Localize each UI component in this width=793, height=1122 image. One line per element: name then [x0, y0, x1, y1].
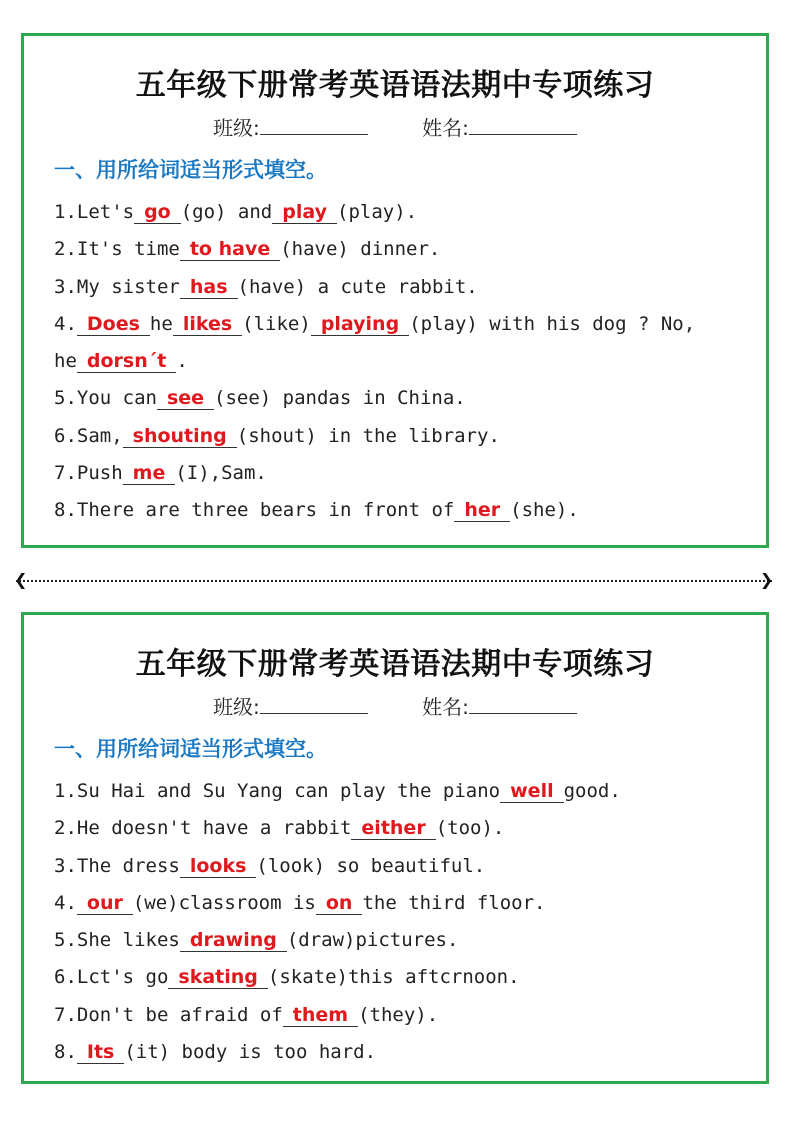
answer-blank[interactable]: go [134, 201, 181, 224]
name-label: 姓名: [422, 116, 469, 140]
exercise-text: 1.Su Hai and Su Yang can play the piano [54, 780, 501, 802]
arrow-right-icon: ❯ [760, 570, 774, 589]
exercise-text: 8. [54, 1041, 77, 1064]
name-blank[interactable] [469, 116, 577, 135]
exercise-item [54, 959, 756, 996]
worksheet-card-1 [21, 33, 769, 548]
section-heading: 一、用所给词适当形式填空。 [54, 737, 327, 761]
class-field [213, 691, 368, 720]
answer-blank[interactable]: Its [77, 1041, 124, 1064]
class-blank[interactable] [260, 116, 368, 135]
exercise-item [54, 922, 756, 959]
exercise-text: (shout) in the library. [236, 424, 500, 447]
exercise-text: good. [563, 780, 621, 802]
name-label: 姓名: [422, 695, 469, 719]
exercise-text: (see) pandas in China. [214, 387, 466, 410]
answer-blank[interactable]: dorsn´t [77, 350, 176, 373]
exercise-item [54, 418, 756, 455]
answer-blank[interactable]: drawing [180, 929, 287, 952]
answer-blank[interactable]: them [283, 1004, 358, 1027]
class-label: 班级: [213, 695, 260, 719]
exercise-item [54, 885, 756, 922]
exercise-text: (she). [510, 499, 579, 522]
exercise-text: 6.Lct's go [54, 966, 169, 989]
exercise-text: . [176, 350, 188, 373]
exercise-item [54, 848, 756, 885]
exercise-item [54, 194, 756, 231]
exercise-item [54, 269, 756, 306]
exercise-text: 2.It's time [54, 238, 180, 261]
answer-blank[interactable]: me [123, 462, 176, 485]
answer-blank[interactable]: our [77, 892, 133, 915]
answer-blank[interactable]: to have [180, 238, 280, 261]
exercise-text: (skate)this aftcrnoon. [267, 966, 520, 989]
exercise-text: (have) dinner. [280, 238, 441, 261]
exercise-item [54, 810, 756, 847]
student-info [24, 112, 766, 141]
exercise-text: 1.Let's [54, 201, 135, 223]
exercise-item [54, 343, 756, 380]
answer-blank[interactable]: see [157, 387, 214, 410]
exercise-item [54, 997, 756, 1034]
answer-blank[interactable]: likes [173, 313, 242, 336]
answer-blank[interactable]: skating [168, 966, 268, 989]
arrow-left-icon: ❮ [14, 570, 28, 589]
answer-blank[interactable]: looks [180, 855, 257, 878]
exercise-text: 2.He doesn't have a rabbit [54, 817, 352, 840]
answer-blank[interactable]: Does [77, 313, 150, 336]
exercise-list [54, 194, 756, 530]
exercise-text: he [149, 312, 173, 335]
exercise-text: 8.There are three bears in front of [54, 499, 455, 522]
exercise-item [54, 380, 756, 417]
exercise-item [54, 231, 756, 268]
class-field [213, 112, 368, 141]
name-field [422, 112, 577, 141]
exercise-text: (like) [242, 312, 311, 335]
exercise-text: (look) so beautiful. [256, 854, 486, 877]
cut-line [16, 580, 772, 584]
worksheet-title: 五年级下册常考英语语法期中专项练习 [135, 68, 655, 103]
exercise-text: (go) and [180, 201, 273, 223]
answer-blank[interactable]: play [272, 201, 337, 224]
exercise-text: 5.You can [54, 387, 157, 410]
answer-blank[interactable]: playing [311, 313, 409, 336]
answer-blank[interactable]: on [316, 892, 363, 915]
exercise-text: (have) a cute rabbit. [237, 275, 478, 298]
exercise-text: (too). [435, 817, 505, 840]
exercise-text: 7.Push [54, 462, 123, 485]
class-label: 班级: [213, 116, 260, 140]
exercise-text: (draw)pictures. [286, 929, 459, 952]
exercise-text: 3.My sister [54, 275, 180, 298]
exercise-item [54, 455, 756, 492]
answer-blank[interactable]: has [180, 276, 238, 299]
exercise-text: the third floor. [362, 891, 546, 914]
exercise-text: 4. [54, 312, 77, 335]
answer-blank[interactable]: either [351, 817, 435, 840]
answer-blank[interactable]: well [500, 780, 563, 803]
exercise-item [54, 306, 756, 343]
name-blank[interactable] [469, 695, 577, 714]
answer-blank[interactable]: her [454, 499, 510, 522]
student-info [24, 691, 766, 720]
exercise-text: (it) body is too hard. [124, 1041, 377, 1064]
exercise-text: (I),Sam. [175, 462, 267, 485]
exercise-text: 5.She likes [54, 929, 180, 952]
exercise-text: (we)classroom is [132, 891, 316, 914]
exercise-item [54, 1034, 756, 1071]
exercise-text: 7.Don't be afraid of [54, 1003, 283, 1026]
worksheet-card-2 [21, 612, 769, 1084]
worksheet-title: 五年级下册常考英语语法期中专项练习 [135, 647, 655, 682]
exercise-text: 3.The dress [54, 854, 180, 877]
class-blank[interactable] [260, 695, 368, 714]
exercise-text: (they). [358, 1003, 439, 1026]
exercise-list [54, 773, 756, 1071]
name-field [422, 691, 577, 720]
exercise-text: (play) with his dog ? No, [409, 312, 696, 335]
exercise-text: 4. [54, 891, 77, 914]
answer-blank[interactable]: shouting [123, 425, 237, 448]
exercise-text: he [54, 350, 77, 373]
exercise-item [54, 492, 756, 529]
exercise-text: 6.Sam, [54, 424, 123, 447]
exercise-text: (play). [337, 201, 418, 223]
section-heading: 一、用所给词适当形式填空。 [54, 158, 327, 182]
exercise-item [54, 773, 756, 810]
